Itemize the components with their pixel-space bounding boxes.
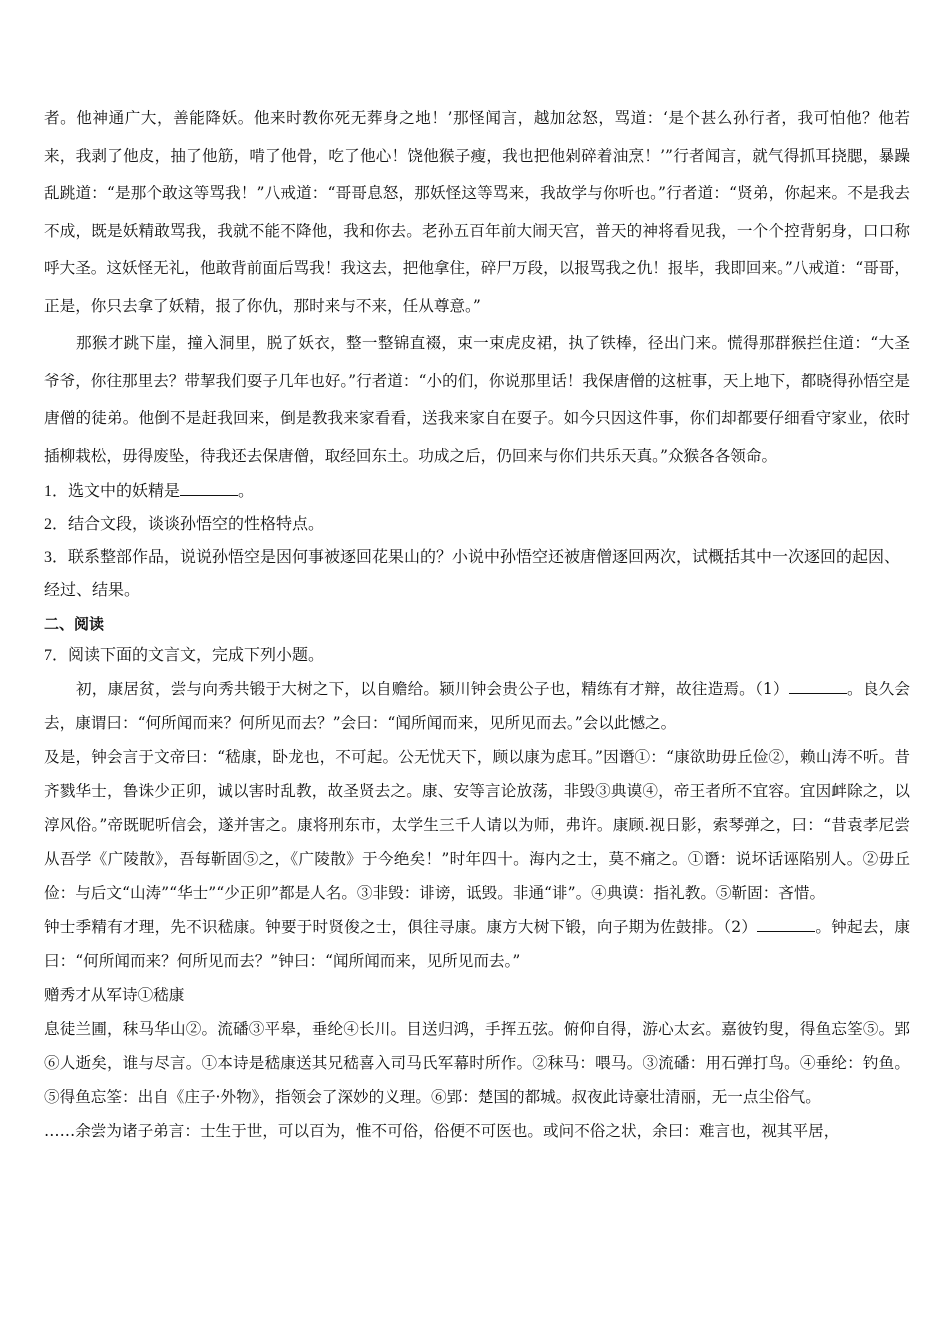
question-1-end: 。 [238,483,255,500]
classical-paragraph-2: 及是，钟会言于文帝曰：“嵇康，卧龙也，不可起。公无忧天下，顾以康为虑耳。”因谮①：“康欲助毋丘俭②，赖山涛不听。昔齐戮华士，鲁诛少正卯，诚以害时乱教，故圣贤去之。康、安等言论放荡，非毁③典谟④，帝王者所不宜容。宜因衅除之，以淳风俗。”帝既昵听信会，遂并害之。康将刑东市，太学生三千人请以为师，弗许。康顾.视日影，索琴弹之，曰：“昔袁孝尼尝从吾学《广陵散》，吾每靳固⑤之，《广陵散》于今绝矣！”时年四十。海内之士，莫不痛之。①谮：说坏话诬陷别人。②毋丘俭：与后文“山涛”“华士”“少正卯”都是人名。③非毁：诽谤，诋毁。非通“诽”。④典谟：指礼教。⑤靳固：吝惜。 [44,748,910,902]
poem-body: 息徒兰圃，秣马华山②。流磻③平皋，垂纶④长川。目送归鸿，手挥五弦。俯仰自得，游心太玄。嘉彼钓叟，得鱼忘筌⑤。郢⑥人逝矣，谁与尽言。①本诗是嵇康送其兄嵇喜入司马氏军幕时所作。②秣马：喂马。③流磻：用石弹打鸟。④垂纶：钓鱼。⑤得鱼忘筌：出自《庄子·外物》，指领会了深妙的义理。⑥郢：楚国的都城。叔夜此诗豪壮清丽，无一点尘俗气。 [44,1020,910,1106]
question-1 [44,475,910,508]
question-2: 2．结合文段，谈谈孙悟空的性格特点。 [44,516,325,533]
section-heading: 二、阅读 [44,616,105,633]
question-3: 3．联系整部作品，说说孙悟空是因何事被逐回花果山的？小说中孙悟空还被唐僧逐回两次，试概括其中一次逐回的起因、经过、结果。 [44,549,901,599]
commentary-paragraph: ……余尝为诸子弟言：士生于世，可以百为，惟不可俗，俗便不可医也。或问不俗之状，余曰：难言也，视其平居， [44,1122,840,1140]
answer-blank[interactable] [789,679,847,694]
document-content [44,100,910,1148]
classical-paragraph-1-end: 。良久会去，康谓曰：“何所闻而来？何所见而去？”会曰：“闻所闻而来，见所见而去。”会以此憾之。 [44,680,910,732]
answer-blank[interactable] [180,481,238,496]
passage-paragraph-2: 那猴才跳下崖，撞入洞里，脱了妖衣，整一整锦直裰，束一束虎皮裙，执了铁棒，径出门来。慌得那群猴拦住道：“大圣爷爷，你往那里去？带挈我们耍子几年也好。”行者道：“小的们，你说那里话！我保唐僧的这桩事，天上地下，都晓得孙悟空是唐僧的徒弟。他倒不是赶我回来，倒是教我来家看看，送我来家自在耍子。如今只因这件事，你们却都要仔细看守家业，依时插柳栽松，毋得废坠，待我还去保唐僧，取经回东土。功成之后，仍回来与你们共乐天真。”众猴各各领命。 [44,334,910,465]
classical-paragraph-3-text: 钟士季精有才理，先不识嵇康。钟要于时贤俊之士，俱往寻康。康方大树下锻，向子期为佐鼓排。（2） [44,918,758,936]
question-7: 7．阅读下面的文言文，完成下列小题。 [44,647,325,664]
poem-title: 赠秀才从军诗①嵇康 [44,986,185,1004]
classical-paragraph-3-end: 。钟起去，康曰：“何所闻而来？何所见而去？”钟曰：“闻所闻而来，见所见而去。” [44,918,910,970]
classical-paragraph-1-text: 初，康居贫，尝与向秀共锻于大树之下，以自赡给。颍川钟会贵公子也，精练有才辩，故往造焉。（1） [76,680,789,698]
passage-paragraph-1: 者。他神通广大，善能降妖。他来时教你死无葬身之地！’那怪闻言，越加忿怒，骂道：‘是个甚么孙行者，我可怕他？他若来，我剥了他皮，抽了他筋，啃了他骨，吃了他心！饶他猴子瘦，我也把他剁碎着油烹！’”行者闻言，就气得抓耳挠腮，暴躁乱跳道：“是那个敢这等骂我！”八戒道：“哥哥息怒，那妖怪这等骂来，我故学与你听也。”行者道：“贤弟，你起来。不是我去不成，既是妖精敢骂我，我就不能不降他，我和你去。老孙五百年前大闹天宫，普天的神将看见我，一个个控背躬身，口口称呼大圣。这妖怪无礼，他敢背前面后骂我！我这去，把他拿住，碎尸万段，以报骂我之仇！报毕，我即回来。”八戒道：“哥哥，正是，你只去拿了妖精，报了你仇，那时来与不来，任从尊意。” [44,109,910,315]
answer-blank[interactable] [757,917,815,932]
question-1-text: 1．选文中的妖精是 [44,483,181,500]
classical-paragraph-1 [44,672,910,740]
classical-paragraph-3 [44,910,910,978]
